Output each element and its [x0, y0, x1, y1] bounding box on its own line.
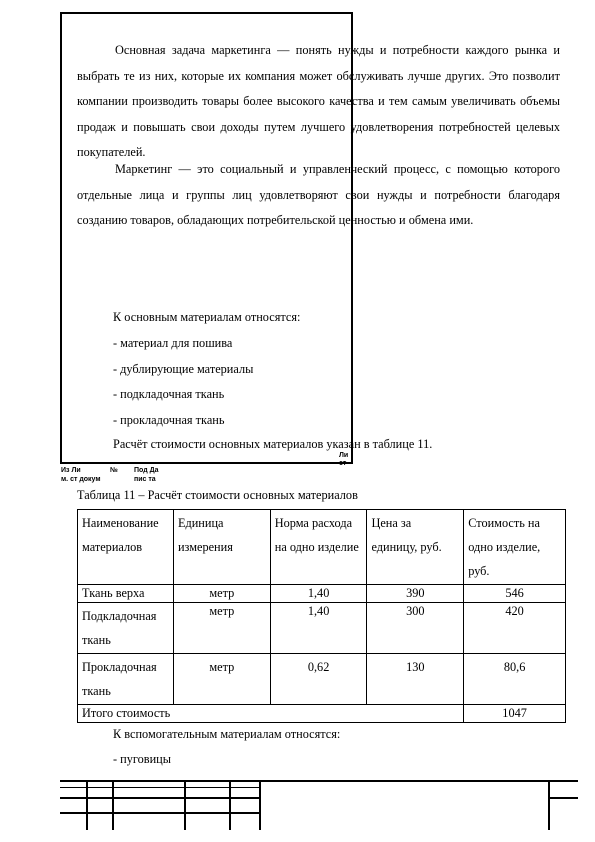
- table-cell: метр: [173, 585, 270, 603]
- main-material-item: - дублирующие материалы: [113, 362, 254, 376]
- table-cell: метр: [173, 603, 270, 654]
- stamp-grid-top-line: [60, 780, 578, 782]
- table-reference: Расчёт стоимости основных материалов указан в таблице 11.: [113, 437, 433, 451]
- header-cell: Единица измерения: [173, 510, 270, 585]
- stamp-col-a: Из Ли: [61, 467, 81, 474]
- table-cell: 80,6: [464, 654, 566, 705]
- header-cell: Норма расхода на одно изделие: [270, 510, 367, 585]
- table-cell: Ткань верха: [78, 585, 174, 603]
- table-row: [78, 603, 566, 654]
- table-cell: метр: [173, 654, 270, 705]
- total-value: 1047: [464, 705, 566, 723]
- main-material-item: - материал для пошива: [113, 336, 233, 350]
- aux-material-item: - пуговицы: [113, 752, 172, 766]
- table-header-row: [78, 510, 566, 585]
- stamp-col-b: №: [110, 467, 118, 474]
- table-cell: 1,40: [270, 585, 367, 603]
- stamp-grid-col: [86, 780, 88, 830]
- table-row: [78, 654, 566, 705]
- header-cell: Цена за единицу, руб.: [367, 510, 464, 585]
- materials-table: [77, 509, 566, 723]
- total-label: Итого стоимость: [78, 705, 464, 723]
- stamp-sheet-label: Ли ст: [339, 452, 349, 467]
- stamp-col-e: пис та: [134, 476, 156, 483]
- stamp-grid-col: [259, 780, 261, 830]
- stamp-grid-col: [548, 780, 550, 830]
- stamp-grid-col: [184, 780, 186, 830]
- main-material-item: - прокладочная ткань: [113, 413, 225, 427]
- main-materials-heading: К основным материалам относятся:: [113, 310, 301, 324]
- paragraph-marketing-task: Основная задача маркетинга — понять нужды и потребности каждого рынка и выбрать те из них, которые их компания может обслуживать лучше других. Это позволит компании производить товары более высокого качества и тем самым увеличивать объемы продаж и повышать свои доходы путем лучшего удовлетворения потребностей целевых покупателей.: [77, 43, 560, 159]
- main-material-item: - подкладочная ткань: [113, 387, 225, 401]
- stamp-col-d: м. ст докум: [61, 476, 101, 483]
- table-caption: Таблица 11 – Расчёт стоимости основных материалов: [77, 488, 358, 502]
- table-cell: 390: [367, 585, 464, 603]
- stamp-col-c: Под Да: [134, 467, 159, 474]
- table-cell: 300: [367, 603, 464, 654]
- table-row: [78, 585, 566, 603]
- stamp-grid-col: [229, 780, 231, 830]
- aux-materials-heading: К вспомогательным материалам относятся:: [113, 727, 341, 741]
- paragraph-marketing-definition: Маркетинг — это социальный и управленческий процесс, с помощью которого отдельные лица и группы лиц удовлетворяют свои нужды и потребности благодаря созданию товаров, обладающих потребительской ценностью и обмена ими.: [77, 162, 560, 227]
- stamp-grid-col: [112, 780, 114, 830]
- stamp-grid-line: [548, 797, 578, 799]
- table-cell: Прокладочная ткань: [78, 654, 174, 705]
- table-cell: 130: [367, 654, 464, 705]
- table-cell: 420: [464, 603, 566, 654]
- table-cell: 0,62: [270, 654, 367, 705]
- header-cell: Стоимость на одно изделие, руб.: [464, 510, 566, 585]
- header-cell: Наименование материалов: [78, 510, 174, 585]
- table-cell: Подкладочная ткань: [78, 603, 174, 654]
- table-cell: 546: [464, 585, 566, 603]
- table-total-row: [78, 705, 566, 723]
- table-cell: 1,40: [270, 603, 367, 654]
